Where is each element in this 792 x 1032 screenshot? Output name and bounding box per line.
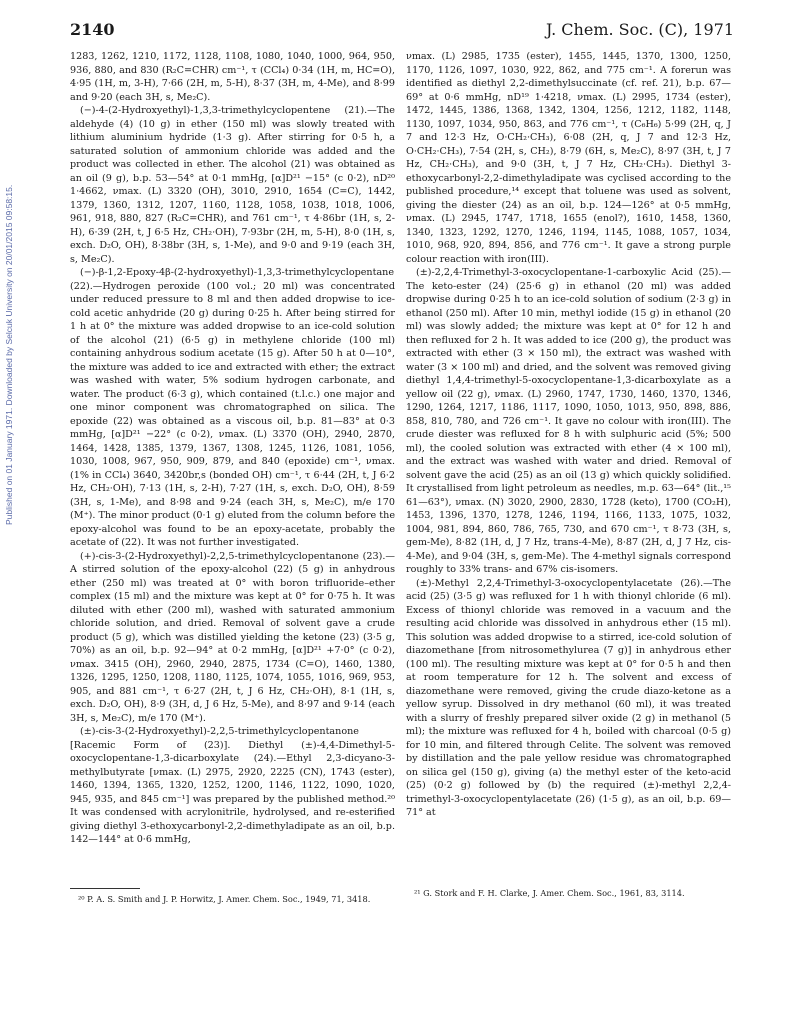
footnote-right	[406, 888, 731, 899]
footnote-20: ²⁰ P. A. S. Smith and J. P. Horwitz, J. Amer. Chem. Soc., 1949, 71, 3418.	[78, 894, 371, 904]
download-watermark[interactable]: Published on 01 January 1971. Downloaded by Selcuk University on 20/01/2015 09:58:15.	[4, 184, 14, 526]
page-number: 2140	[70, 20, 115, 39]
footnote-21: ²¹ G. Stork and F. H. Clarke, J. Amer. Chem. Soc., 1961, 83, 3114.	[414, 888, 685, 898]
paragraph: (−)-4-(2-Hydroxyethyl)-1,3,3-trimethylcyclopentene (21).—The aldehyde (4) (10 g) in ether (150 ml) was slowly treated with lithium aluminium hydride (1·3 g). After stirring for 0·5 h, a saturated solution of ammonium chloride was added and the product was collected in ether. The alcohol (21) was obtained as an oil (9 g), b.p. 53—54° at 0·1 mmHg, [α]D²¹ −15° (c 0·2), nD²⁰ 1·4662, νmax. (L) 3320 (OH), 3010, 2910, 1654 (C=C), 1442, 1379, 1360, 1312, 1207, 1160, 1128, 1058, 1038, 1018, 1006, 961, 918, 880, 827 (R₂C=CHR), and 761 cm⁻¹, τ 4·86br (1H, s, 2-H), 6·39 (2H, t, J 6·5 Hz, CH₂·OH), 7·93br (2H, m, 5-H), 8·0 (1H, s, exch. D₂O, OH), 8·38br (3H, s, 1-Me), and 9·0 and 9·19 (each 3H, s, Me₂C).	[70, 105, 395, 265]
paragraph: (−)-β-1,2-Epoxy-4β-(2-hydroxyethyl)-1,3,3-trimethylcyclopentane (22).—Hydrogen peroxide (100 vol.; 20 ml) was concentrated under reduced pressure to 8 ml and then added dropwise to ice-cold acetic anhydride (20 g) during 0·25 h. After being stirred for 1 h at 0° the mixture was added dropwise to an ice-cold solution of the alcohol (21) (6·5 g) in methylene chloride (100 ml) containing anhydrous sodium acetate (15 g). After 50 h at 0—10°, the mixture was added to ice and extracted with ether; the extract was washed with water, 5% sodium hydrogen carbonate, and water. The product (6·3 g), which contained (t.l.c.) one major and one minor component was chromatographed on silica. The epoxide (22) was obtained as a viscous oil, b.p. 81—83° at 0·3 mmHg, [α]D²¹ −22° (c 0·2), νmax. (L) 3370 (OH), 2940, 2870, 1464, 1428, 1385, 1379, 1367, 1308, 1245, 1126, 1081, 1056, 1030, 1008, 967, 950, 909, 879, and 840 (epoxide) cm⁻¹, νmax. (1% in CCl₄) 3640, 3420br,s (bonded OH) cm⁻¹, τ 6·44 (2H, t, J 6·2 Hz, CH₂·OH), 7·13 (1H, s, 2-H), 7·27 (1H, s, exch. D₂O, OH), 8·59 (3H, s, 1-Me), and 8·98 and 9·24 (each 3H, s, Me₂C), m/e 170 (M⁺). The minor product (0·1 g) eluted from the column before the epoxy-alcohol was found to be an epoxy-acetate, probably the acetate of (22). It was not further investigated.	[70, 267, 395, 548]
left-column	[70, 50, 395, 847]
paragraph: νmax. (L) 2985, 1735 (ester), 1455, 1445, 1370, 1300, 1250, 1170, 1126, 1097, 1030, 922, 862, and 775 cm⁻¹. A forerun was identified as diethyl 2,2-dimethylsuccinate (cf. ref. 21), b.p. 67—69° at 0·6 mmHg, nD¹⁹ 1·4218, νmax. (L) 2995, 1734 (ester), 1472, 1445, 1386, 1368, 1342, 1304, 1256, 1212, 1182, 1148, 1130, 1097, 1034, 950, 863, and 776 cm⁻¹, τ (C₆H₆) 5·99 (2H, q, J 7 and 12·3 Hz, O·CH₂·CH₃), 6·08 (2H, q, J 7 and 12·3 Hz, O·CH₂·CH₃), 7·54 (2H, s, CH₂), 8·79 (6H, s, Me₂C), 8·97 (3H, t, J 7 Hz, CH₂·CH₃), and 9·0 (3H, t, J 7 Hz, CH₂·CH₃). Diethyl 3-ethoxycarbonyl-2,2-dimethyladipate was cyclised according to the published procedure,¹⁴ except that toluene was used as solvent, giving the diester (24) as an oil, b.p. 124—126° at 0·5 mmHg, νmax. (L) 2945, 1747, 1718, 1655 (enol?), 1610, 1458, 1360, 1340, 1323, 1292, 1270, 1246, 1194, 1145, 1088, 1057, 1034, 1010, 968, 920, 894, 856, and 776 cm⁻¹. It gave a strong purple colour reaction with iron(III).	[406, 51, 731, 265]
page-header	[70, 20, 734, 46]
right-column	[406, 50, 731, 820]
paragraph: (±)-2,2,4-Trimethyl-3-oxocyclopentane-1-carboxylic Acid (25).—The keto-ester (24) (25·6 g) in ethanol (20 ml) was added dropwise during 0·25 h to an ice-cold solution of sodium (2·3 g) in ethanol (250 ml). After 10 min, methyl iodide (15 g) in ethanol (20 ml) was slowly added; the mixture was kept at 0° for 12 h and then refluxed for 2 h. It was added to ice (200 g), the product was extracted with ether (3 × 150 ml), the extract was washed with water (3 × 100 ml) and dried, and the solvent was removed giving diethyl 1,4,4-trimethyl-5-oxocyclopentane-1,3-dicarboxylate as a yellow oil (22 g), νmax. (L) 2960, 1747, 1730, 1460, 1370, 1346, 1290, 1264, 1217, 1186, 1117, 1090, 1050, 1013, 950, 898, 886, 858, 810, 780, and 726 cm⁻¹. It gave no colour with iron(III). The crude diester was refluxed for 8 h with sulphuric acid (5%; 500 ml), the cooled solution was extracted with ether (4 × 100 ml), and the extract was washed with water and dried. Removal of solvent gave the acid (25) as an oil (13 g) which quickly solidified. It crystallised from light petroleum as needles, m.p. 63—64° (lit.,¹⁵ 61—63°), νmax. (N) 3020, 2900, 2830, 1728 (keto), 1700 (CO₂H), 1453, 1396, 1370, 1278, 1246, 1194, 1166, 1133, 1075, 1032, 1004, 981, 894, 860, 786, 765, 730, and 670 cm⁻¹, τ 8·73 (3H, s, gem-Me), 8·82 (1H, d, J 7 Hz, trans-4-Me), 8·87 (2H, d, J 7 Hz, cis-4-Me), and 9·04 (3H, s, gem-Me). The 4-methyl signals correspond roughly to 33% trans- and 67% cis-isomers.	[406, 267, 732, 575]
paragraph: (±)-Methyl 2,2,4-Trimethyl-3-oxocyclopentylacetate (26).—The acid (25) (3·5 g) was refluxed for 1 h with thionyl chloride (6 ml). Excess of thionyl chloride was removed in a vacuum and the resulting acid chloride was dissolved in anhydrous ether (15 ml). This solution was added dropwise to a stirred, ice-cold solution of diazomethane [from nitrosomethylurea (7 g)] in anhydrous ether (100 ml). The resulting mixture was kept at 0° for 0·5 h and then at room temperature for 12 h. The solvent and excess of diazomethane were removed, giving the crude diazo-ketone as a yellow syrup. Dissolved in dry methanol (60 ml), it was treated with a slurry of freshly prepared silver oxide (2 g) in methanol (5 ml); the mixture was refluxed for 4 h, boiled with charcoal (0·5 g) for 10 min, and filtered through Celite. The solvent was removed by distillation and the pale yellow residue was chromatographed on silica gel (150 g), giving (a) the methyl ester of the keto-acid (25) (0·2 g) followed by (b) the required (±)-methyl 2,2,4-trimethyl-3-oxocyclopentylacetate (26) (1·5 g), as an oil, b.p. 69—71° at	[406, 577, 731, 818]
footnote-rule	[70, 888, 140, 889]
paragraph: (±)-cis-3-(2-Hydroxyethyl)-2,2,5-trimethylcyclopentanone [Racemic Form of (23)]. Diethyl (±)-4,4-Dimethyl-5-oxocyclopentane-1,3-dicarboxylate (24).—Ethyl 2,3-dicyano-3-methylbutyrate [νmax. (L) 2975, 2920, 2225 (CN), 1743 (ester), 1460, 1394, 1365, 1320, 1252, 1200, 1146, 1122, 1090, 1020, 945, 935, and 845 cm⁻¹] was prepared by the published method.²⁰ It was condensed with acrylonitrile, hydrolysed, and re-esterified giving diethyl 3-ethoxycarbonyl-2,2-dimethyladipate as an oil, b.p. 142—144° at 0·6 mmHg,	[70, 726, 395, 845]
paragraph: (+)-cis-3-(2-Hydroxyethyl)-2,2,5-trimethylcyclopentanone (23).—A stirred solution of the epoxy-alcohol (22) (5 g) in anhydrous ether (250 ml) was treated at 0° with boron trifluoride–ether complex (15 ml) and the mixture was kept at 0° for 0·75 h. It was diluted with ether (200 ml), washed with saturated ammonium chloride solution, and dried. Removal of solvent gave a crude product (5 g), which was distilled yielding the ketone (23) (3·5 g, 70%) as an oil, b.p. 92—94° at 0·2 mmHg, [α]D²¹ +7·0° (c 0·2), νmax. 3415 (OH), 2960, 2940, 2875, 1734 (C=O), 1460, 1380, 1326, 1295, 1250, 1208, 1180, 1125, 1074, 1055, 1016, 969, 953, 905, and 881 cm⁻¹, τ 6·27 (2H, t, J 6 Hz, CH₂·OH), 8·1 (1H, s, exch. D₂O, OH), 8·9 (3H, d, J 6 Hz, 5-Me), and 8·97 and 9·14 (each 3H, s, Me₂C), m/e 170 (M⁺).	[70, 550, 395, 724]
journal-title: J. Chem. Soc. (C), 1971	[545, 20, 734, 39]
paragraph: 1283, 1262, 1210, 1172, 1128, 1108, 1080, 1040, 1000, 964, 950, 936, 880, and 830 (R₂C=CHR) cm⁻¹, τ (CCl₄) 0·34 (1H, m, HC=O), 4·95 (1H, m, 3-H), 7·66 (2H, m, 5-H), 8·37 (3H, m, 4-Me), and 8·99 and 9·20 (each 3H, s, Me₂C).	[70, 51, 395, 103]
footnote-left	[70, 888, 395, 905]
